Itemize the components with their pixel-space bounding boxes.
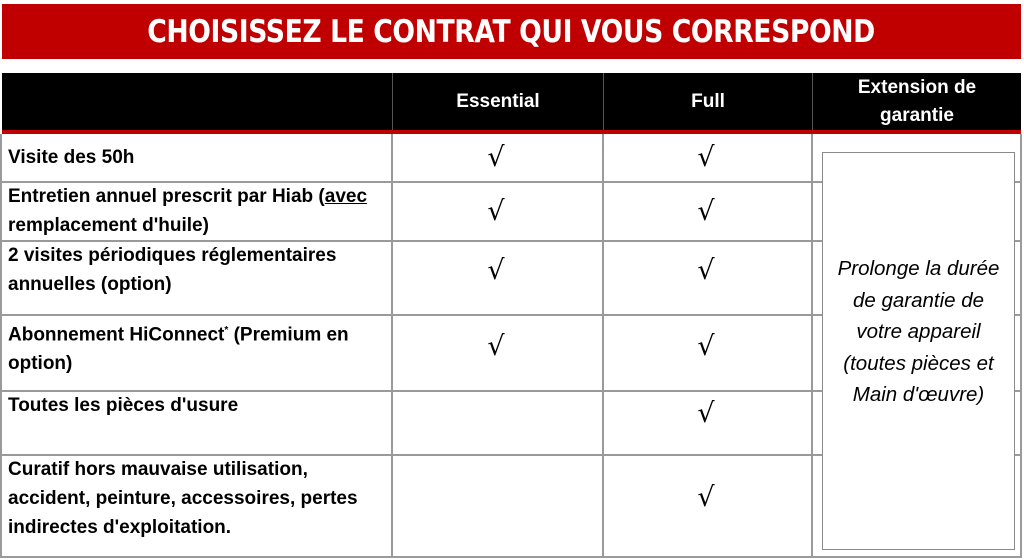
column-header-essential: Essential (456, 90, 540, 112)
table-border-right (1020, 134, 1022, 558)
column-divider (391, 134, 393, 558)
extension-description: Prolonge la durée de garantie de votre appareil (toutes pièces et Main d'œuvre) (837, 257, 1000, 407)
row-label-curatif: Curatif hors mauvaise utilisation, accident, peinture, accessoires, pertes indirectes d'exploitation. (8, 459, 358, 538)
row-label-text: remplacement d'huile) (8, 215, 209, 236)
check-icon: √ (487, 142, 505, 173)
column-divider (811, 134, 813, 558)
title-banner (2, 4, 1021, 59)
table-border-left (0, 134, 2, 558)
table-header (2, 73, 1021, 130)
footnote-marker: * (224, 325, 229, 336)
row-label-visites-periodiques: 2 visites périodiques réglementaires annuelles (option) (8, 245, 337, 295)
check-icon: √ (697, 331, 715, 362)
column-header-extension: Extension de garantie (857, 76, 977, 126)
check-icon: √ (697, 142, 715, 173)
table-border-bottom (0, 556, 1022, 558)
check-icon: √ (697, 398, 715, 429)
header-empty-cell (2, 73, 391, 130)
row-label-text: (Premium en option) (8, 324, 349, 375)
check-icon: √ (487, 331, 505, 362)
row-label-underlined: avec (324, 186, 368, 207)
column-divider (602, 134, 604, 558)
check-icon: √ (487, 255, 505, 286)
row-label-pieces-usure: Toutes les pièces d'usure (8, 395, 239, 416)
row-label-text: Entretien annuel prescrit par Hiab ( (8, 186, 325, 207)
check-icon: √ (697, 482, 715, 513)
page-title: CHOISISSEZ LE CONTRAT QUI VOUS CORRESPOND (147, 13, 876, 50)
extension-description-box (822, 152, 1015, 550)
row-label-entretien-annuel (8, 182, 388, 240)
check-icon: √ (487, 196, 505, 227)
row-label-abonnement-hiconnect (8, 316, 388, 378)
header-accent-line (2, 130, 1021, 134)
check-icon: √ (697, 255, 715, 286)
row-label-text: Abonnement HiConnect (8, 324, 225, 346)
check-icon: √ (697, 196, 715, 227)
row-label-visite-50h: Visite des 50h (8, 147, 135, 168)
column-header-full: Full (691, 90, 725, 112)
